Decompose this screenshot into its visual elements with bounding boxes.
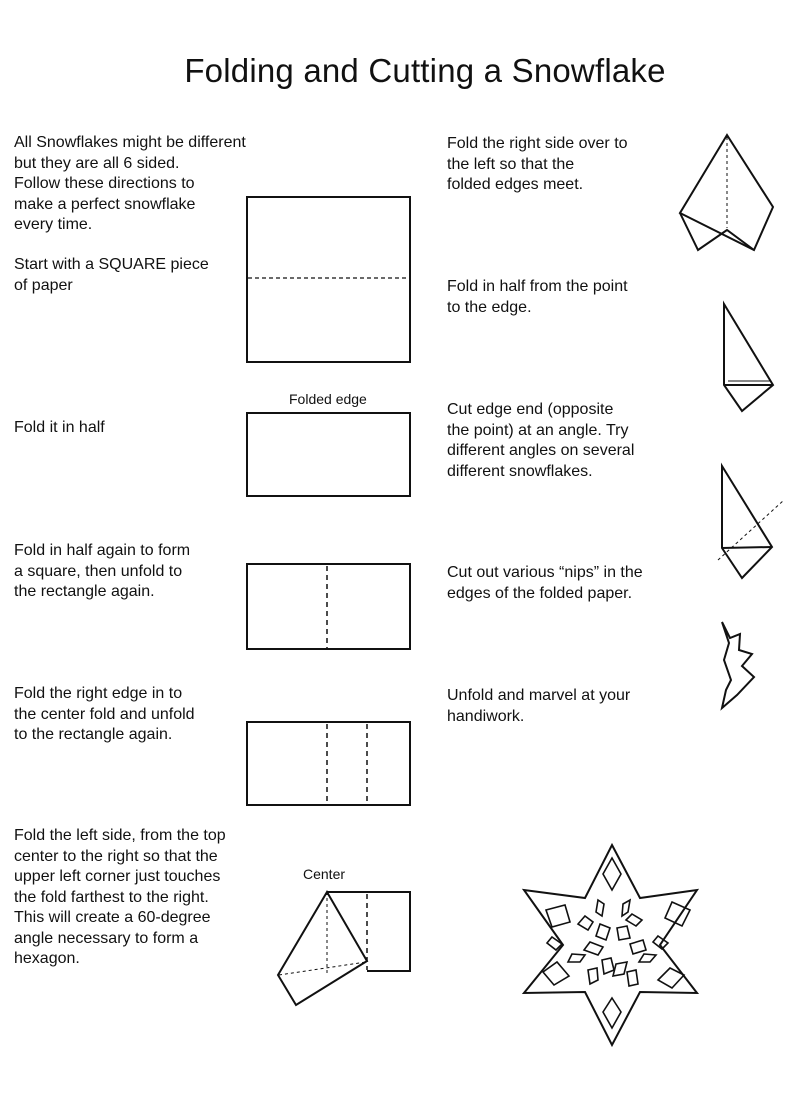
text-line: All Snowflakes might be different <box>14 134 246 151</box>
fold-left-side-diagram <box>278 892 410 1005</box>
text-line: the left so that the <box>447 155 575 173</box>
text-line: hexagon. <box>14 950 80 967</box>
text-line: the fold farthest to the right. <box>14 888 209 906</box>
folded-edge-label: Folded edge <box>289 391 367 407</box>
fold-right-edge-diagram <box>247 722 410 805</box>
text-line: upper left corner just touches <box>14 868 221 885</box>
square-paper-diagram <box>247 197 410 362</box>
text-line: Cut edge end (opposite <box>447 401 614 418</box>
text-line: Fold the left side, from the top <box>14 827 226 844</box>
text-line: but they are all 6 sided. <box>14 154 180 172</box>
text-line: to the rectangle again. <box>14 726 173 743</box>
text-line: Unfold and marvel at your <box>447 687 631 704</box>
text-line: the rectangle again. <box>14 583 155 600</box>
text-line: angle necessary to form a <box>14 929 199 947</box>
text-line: different angles on several <box>447 442 635 459</box>
text-line: the point) at an angle. Try <box>447 421 629 439</box>
text-line: center to the right so that the <box>14 847 218 865</box>
text-line: the center fold and unfold <box>14 705 195 723</box>
snowflake-diagram <box>524 845 697 1045</box>
fold-point-diagram <box>724 304 773 411</box>
text-line: Start with a SQUARE piece <box>14 256 209 273</box>
text-line: make a perfect snowflake <box>14 195 196 213</box>
text-line: Cut out various “nips” in the <box>447 564 643 581</box>
fold-right-over-diagram <box>680 135 773 250</box>
text-line: Fold the right edge in to <box>14 685 183 702</box>
center-label: Center <box>303 866 346 882</box>
text-line: Fold it in half <box>14 419 105 436</box>
folded-half-diagram <box>247 413 410 496</box>
cut-nips-diagram <box>722 622 754 708</box>
text-line: Follow these directions to <box>14 175 195 192</box>
text-line: Fold the right side over to <box>447 135 628 152</box>
page-title: Folding and Cutting a Snowflake <box>184 52 666 89</box>
text-line: Fold in half from the point <box>447 278 628 295</box>
text-line: edges of the folded paper. <box>447 584 633 602</box>
text-line: every time. <box>14 216 93 233</box>
text-line: folded edges meet. <box>447 176 584 193</box>
cut-edge-diagram <box>718 466 784 578</box>
fold-again-diagram <box>247 564 410 649</box>
text-line: of paper <box>14 276 73 294</box>
text-line: This will create a 60-degree <box>14 909 211 926</box>
text-line: to the edge. <box>447 298 532 316</box>
text-line: handiwork. <box>447 707 525 725</box>
text-line: Fold in half again to form <box>14 542 191 559</box>
text-line: different snowflakes. <box>447 462 593 480</box>
text-line: a square, then unfold to <box>14 562 183 580</box>
